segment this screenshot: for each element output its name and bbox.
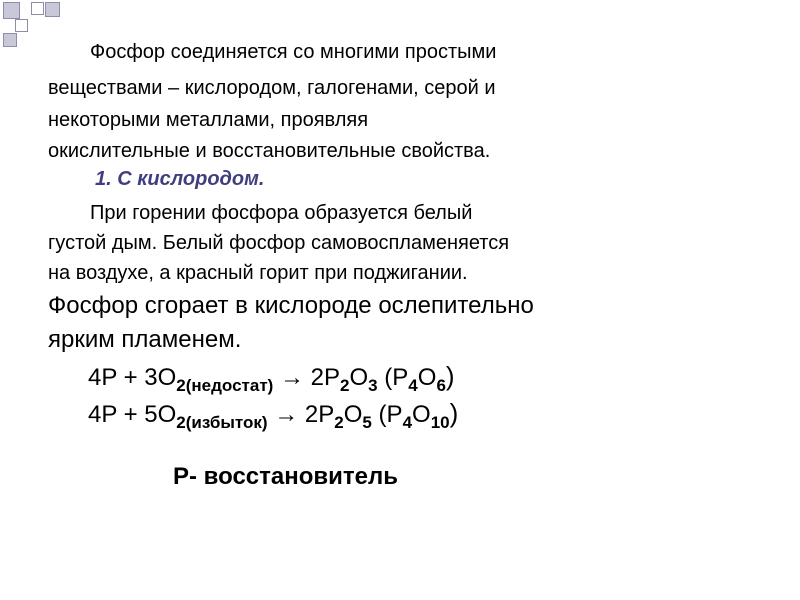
decor-square-5 xyxy=(3,33,17,47)
equation-1-p-sub: 2 xyxy=(340,376,350,395)
paragraph-intro-line-2: веществами – кислородом, галогенами, серой и xyxy=(48,77,496,99)
equation-2-alt-o-sub: 10 xyxy=(430,413,450,432)
equation-2-lhs-sub: 2(избыток) xyxy=(176,413,268,432)
paragraph-intro-line-4: окислительные и восстановительные свойства. xyxy=(48,140,491,162)
equation-1-o-sub: 3 xyxy=(368,376,378,395)
paragraph-intro-line-1: Фосфор соединяется со многими простыми xyxy=(90,41,497,63)
equation-2-alt-p-sub: 4 xyxy=(402,413,413,432)
paragraph-combustion-line-3: на воздухе, а красный горит при поджигании. xyxy=(48,262,468,284)
conclusion-reducer: P- восстановитель xyxy=(173,463,399,490)
paragraph-intro-line-3: некоторыми металлами, проявляя xyxy=(48,109,369,131)
equation-2-o: O xyxy=(343,401,363,428)
equation-2 xyxy=(88,398,458,430)
decor-square-3 xyxy=(45,2,60,17)
paragraph-flame-line-1: Фосфор сгорает в кислороде ослепительно xyxy=(48,292,534,319)
equation-1-alt-p-sub: 4 xyxy=(408,376,418,395)
paragraph-combustion-line-1: При горении фосфора образуется белый xyxy=(90,202,473,224)
equation-1-alt-o-sub: 6 xyxy=(436,376,446,395)
decor-square-4 xyxy=(15,19,28,32)
decor-square-2 xyxy=(31,2,44,15)
equation-2-alt-close: ) xyxy=(449,398,459,428)
section-heading: 1. С кислородом. xyxy=(95,168,265,190)
paragraph-flame-line-2: ярким пламенем. xyxy=(48,326,242,353)
equation-1-arrow: → 2P xyxy=(273,364,341,391)
equation-1-alt-close: ) xyxy=(445,361,455,391)
equation-1-lhs-sub: 2(недостат) xyxy=(176,376,274,395)
decor-square-1 xyxy=(3,2,20,19)
equation-2-alt-o: O xyxy=(412,401,431,428)
equation-1-o: O xyxy=(349,364,369,391)
equation-1-alt-open: (P xyxy=(377,364,409,391)
equation-1-lhs: 4P + 3O xyxy=(88,364,177,391)
equation-2-lhs: 4P + 5O xyxy=(88,401,177,428)
equation-2-arrow: → 2P xyxy=(267,401,335,428)
equation-1 xyxy=(88,361,455,393)
paragraph-combustion-line-2: густой дым. Белый фосфор самовоспламеняется xyxy=(48,232,510,254)
equation-2-o-sub: 5 xyxy=(362,413,372,432)
equation-2-alt-open: (P xyxy=(371,401,403,428)
equation-1-alt-o: O xyxy=(417,364,437,391)
equation-2-p-sub: 2 xyxy=(334,413,344,432)
